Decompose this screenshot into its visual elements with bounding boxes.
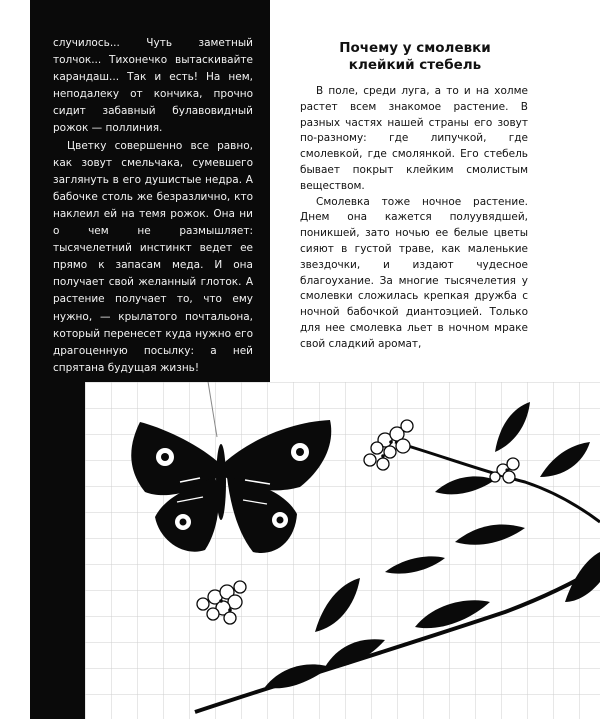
article-title: Почему у смолевки клейкий стебель [339,40,491,73]
right-paragraph-2: Смолевка тоже ночное растение. Днем она кажется полуувядшей, поникшей, зато ночью ее белые цветы сияют в густой траве, как маленькие звездочки, и издают чудесное благоухание. За многие тысячелетия у смолевки сложилась крепкая дружба с ночной бабочкой диантоэцией. Только для нее смолевка льет в ночном мраке свой сладкий аромат, [300,195,528,350]
left-black-column-tail [30,382,85,719]
right-paragraph-1: В поле, среди луга, а то и на холме растет всем знакомое растение. В разных частях нашей страны его зовут по-разному: где липучкой, где смолевкой, где смолянкой. Его стебель бывает покрыт клейким смолистым веществом. [300,85,528,192]
left-column-text [53,35,253,377]
illustration [85,382,600,719]
illustration-svg [85,382,600,719]
left-paragraph-2: Цветку совершенно все равно, как зовут смельчака, сумевшего заглянуть в его душистые недра. А бабочке столь же безразлично, кто наклеил ей на темя рожок. Она ни о чем не размышляет: тысячелетний инстинкт ведет ее прямо к запасам меда. И она получает свой желанный глоток. А растение получает то, что ему нужно, — крылатого почтальона, который перенесет куда нужно его драгоценную посылку: а ней спрятана будущая жизнь! [53,139,253,374]
right-column-text [300,84,528,353]
left-paragraph-1: случилось... Чуть заметный толчок... Тихонечко вытаскивайте карандаш... Так и есть! На нем, неподалеку от кончика, прочно сидит забавный булавовидный рожок — поллиния. [53,37,253,135]
